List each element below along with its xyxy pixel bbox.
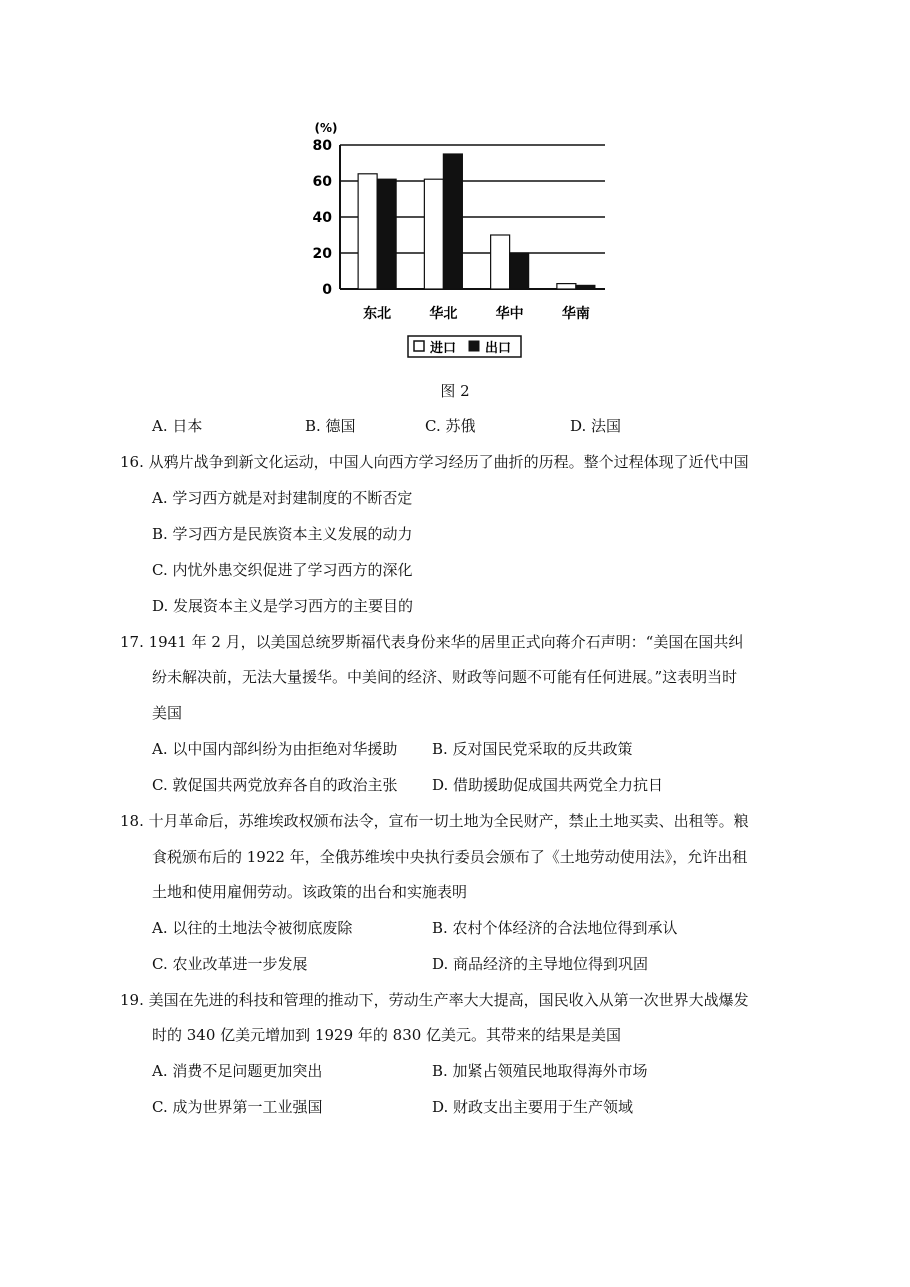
y-tick-label: 40 <box>312 210 332 226</box>
q16-option-c[interactable]: C. 内忧外患交织促进了学习西方的深化 <box>152 561 413 579</box>
bar-import <box>491 235 510 289</box>
q19-option-d[interactable]: D. 财政支出主要用于生产领域 <box>432 1098 634 1116</box>
q18-option-c[interactable]: C. 农业改革进一步发展 <box>152 955 308 973</box>
y-tick-label: 20 <box>312 246 332 262</box>
legend-swatch-import <box>414 341 424 351</box>
y-unit-label: (%) <box>314 121 338 135</box>
q17-option-b[interactable]: B. 反对国民党采取的反共政策 <box>432 740 633 758</box>
bar-import <box>557 284 576 289</box>
q15-option-b[interactable]: B. 德国 <box>305 417 356 435</box>
q19-option-c[interactable]: C. 成为世界第一工业强国 <box>152 1098 323 1116</box>
q18-stem-line-1: 18. 十月革命后，苏维埃政权颁布法令，宣布一切土地为全民财产，禁止土地买卖、出租等。粮 <box>120 812 749 830</box>
x-category-label: 华北 <box>429 306 458 322</box>
legend-swatch-export <box>469 341 479 351</box>
q18-stem-line-3: 土地和使用雇佣劳动。该政策的出台和实施表明 <box>152 883 468 901</box>
y-tick-label: 80 <box>312 138 332 154</box>
q18-option-a[interactable]: A. 以往的土地法令被彻底废除 <box>152 919 353 937</box>
q15-option-c[interactable]: C. 苏俄 <box>425 417 476 435</box>
bar-export <box>377 179 396 289</box>
q17-stem-line-2: 纷未解决前，无法大量援华。中美间的经济、财政等问题不可能有任何进展。”这表明当时 <box>152 668 738 686</box>
q17-stem-line-1: 17. 1941 年 2 月，以美国总统罗斯福代表身份来华的居里正式向蒋介石声明：“美国在国共纠 <box>120 633 744 651</box>
q16-stem: 16. 从鸦片战争到新文化运动，中国人向西方学习经历了曲折的历程。整个过程体现了近代中国 <box>120 453 749 471</box>
x-category-label: 东北 <box>363 306 392 322</box>
bar-import <box>424 179 443 289</box>
q16-option-b[interactable]: B. 学习西方是民族资本主义发展的动力 <box>152 525 413 543</box>
y-tick-label: 60 <box>312 174 332 190</box>
q16-option-d[interactable]: D. 发展资本主义是学习西方的主要目的 <box>152 597 414 615</box>
x-category-label: 华中 <box>495 306 524 322</box>
q17-option-c[interactable]: C. 敦促国共两党放弃各自的政治主张 <box>152 776 398 794</box>
q19-option-b[interactable]: B. 加紧占领殖民地取得海外市场 <box>432 1062 648 1080</box>
import-export-bar-chart <box>0 0 910 370</box>
q18-option-d[interactable]: D. 商品经济的主导地位得到巩固 <box>432 955 649 973</box>
bar-export <box>443 154 462 289</box>
bar-export <box>510 253 529 289</box>
figure-caption: 图 2 <box>440 382 470 400</box>
q16-option-a[interactable]: A. 学习西方就是对封建制度的不断否定 <box>152 489 413 507</box>
q17-option-a[interactable]: A. 以中国内部纠纷为由拒绝对华援助 <box>152 740 398 758</box>
q15-option-a[interactable]: A. 日本 <box>152 417 203 435</box>
bar-import <box>358 174 377 289</box>
q17-option-d[interactable]: D. 借助援助促成国共两党全力抗日 <box>432 776 664 794</box>
legend-label-export: 出口 <box>485 341 512 356</box>
q19-option-a[interactable]: A. 消费不足问题更加突出 <box>152 1062 323 1080</box>
bar-export <box>576 285 595 289</box>
q19-stem-line-2: 时的 340 亿美元增加到 1929 年的 830 亿美元。其带来的结果是美国 <box>152 1026 622 1044</box>
legend-label-import: 进口 <box>430 341 457 356</box>
q17-stem-line-3: 美国 <box>152 704 183 722</box>
y-tick-label: 0 <box>322 282 332 298</box>
q18-stem-line-2: 食税颁布后的 1922 年，全俄苏维埃中央执行委员会颁布了《土地劳动使用法》，允许出租 <box>152 848 748 866</box>
x-category-label: 华南 <box>561 306 590 322</box>
q15-option-d[interactable]: D. 法国 <box>570 417 622 435</box>
q18-option-b[interactable]: B. 农村个体经济的合法地位得到承认 <box>432 919 678 937</box>
q19-stem-line-1: 19. 美国在先进的科技和管理的推动下，劳动生产率大大提高，国民收入从第一次世界大战爆发 <box>120 991 749 1009</box>
